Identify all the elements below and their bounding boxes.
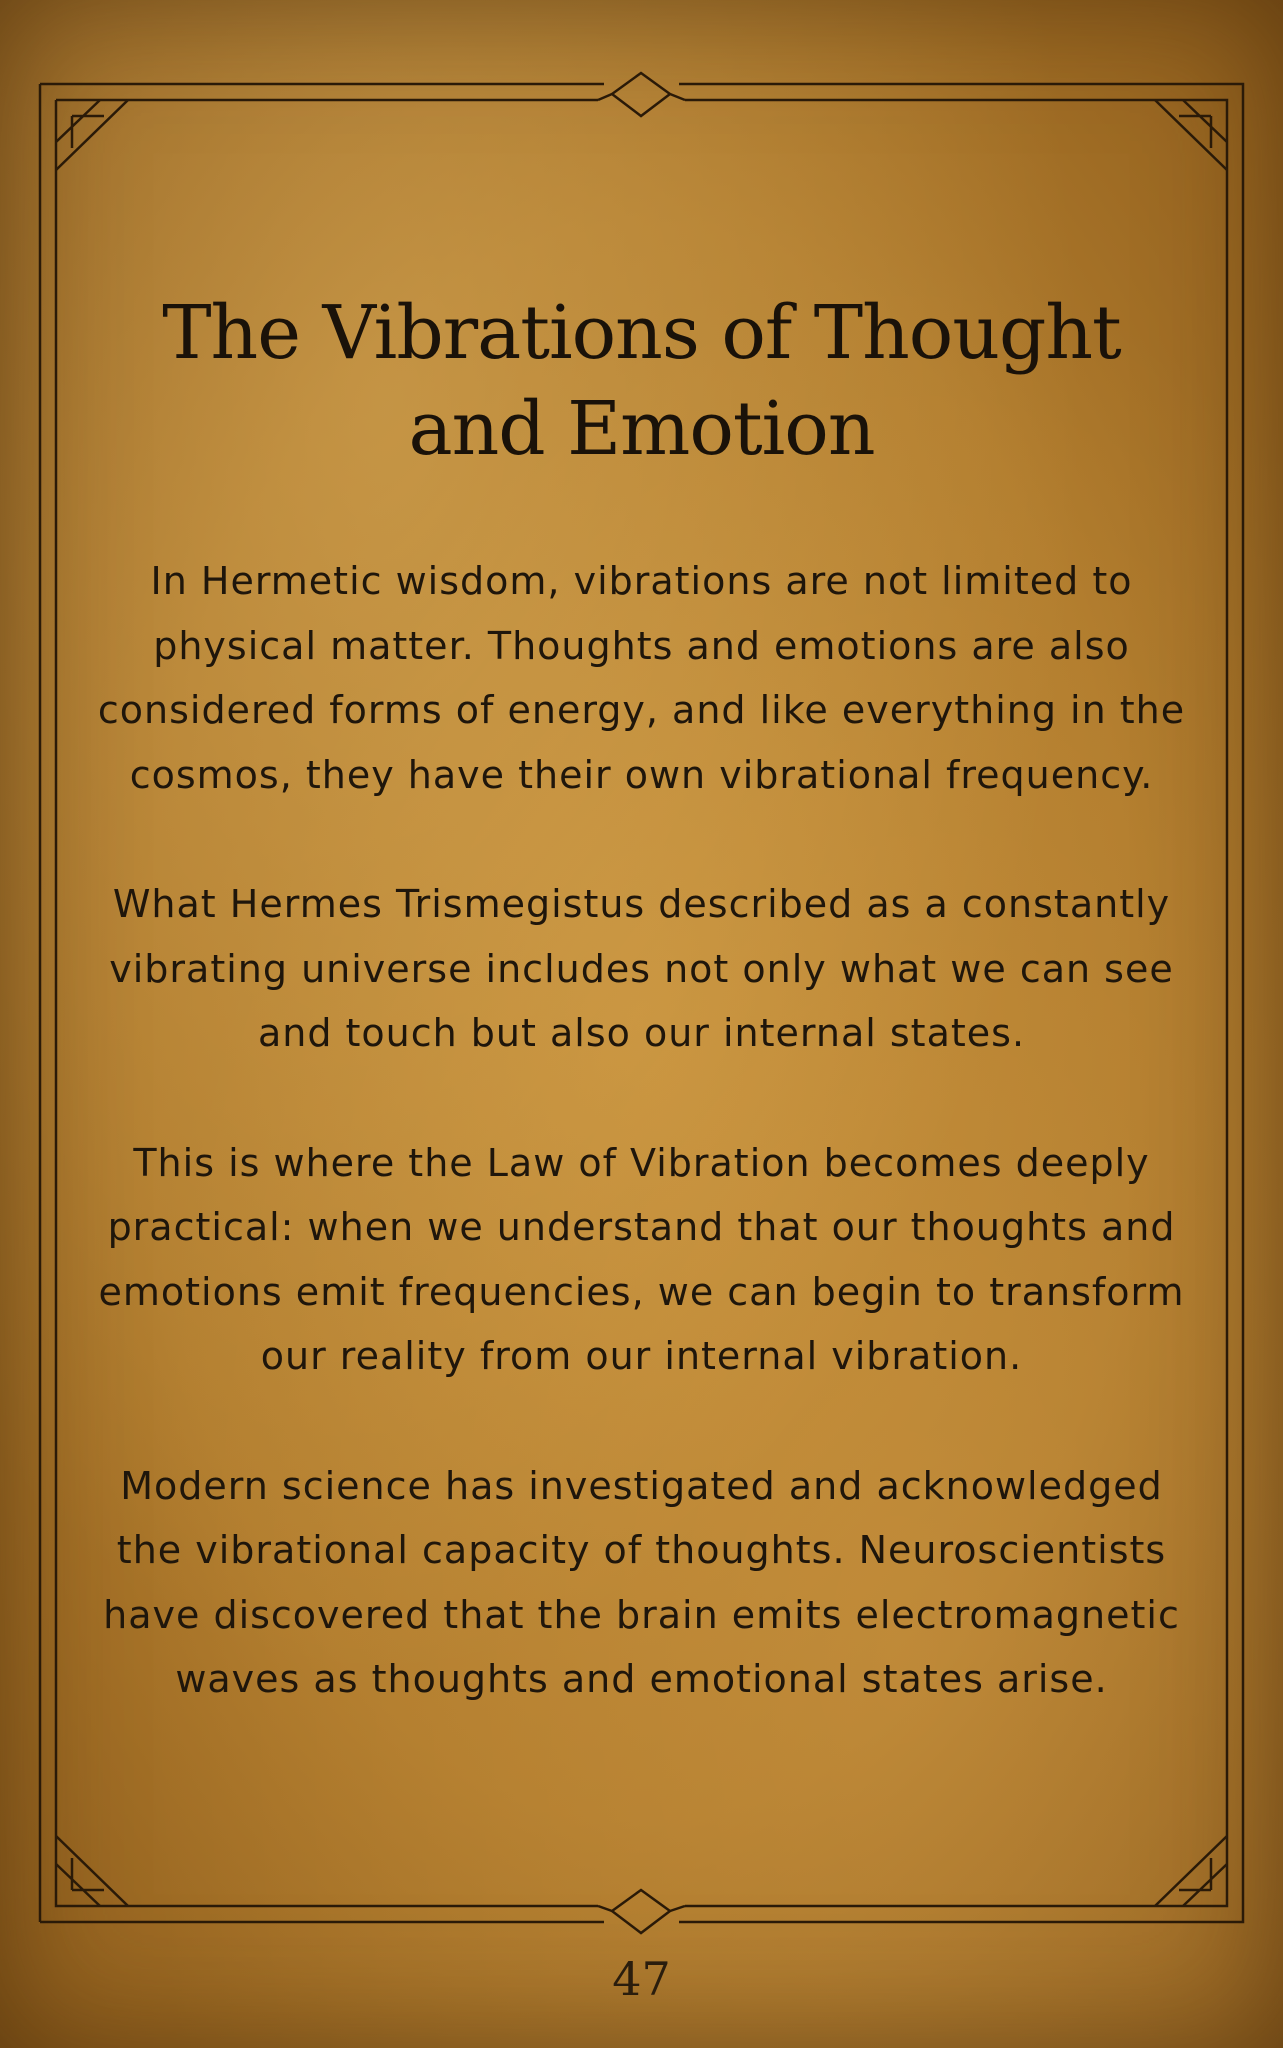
corner-ornament-bottom-right — [1155, 1836, 1227, 1906]
page-content — [90, 285, 1193, 1777]
corner-ornament-bottom-left — [56, 1836, 128, 1906]
corner-ornament-top-right — [1155, 100, 1227, 170]
bottom-diamond-ornament — [612, 1890, 670, 1933]
page-number: 47 — [612, 1952, 671, 2006]
top-diamond-ornament — [612, 73, 670, 116]
paragraph-hermes-trismegistus: What Hermes Trismegistus described as a constantly vibrating universe includes not only what we can see and touch but also our internal states. — [109, 882, 1174, 1055]
paragraph-law-of-vibration: This is where the Law of Vibration becomes deeply practical: when we understand that our thoughts and emotions emit frequencies, we can begin to transform our reality from our internal vibration. — [98, 1140, 1185, 1378]
body-text — [90, 549, 1193, 1712]
page-title: The Vibrations of Thought and Emotion — [162, 290, 1121, 472]
paragraph-hermetic-wisdom: In Hermetic wisdom, vibrations are not limited to physical matter. Thoughts and emotions are also considered forms of energy, and like everything in the cosmos, they have their own vibrational frequency. — [97, 559, 1186, 797]
corner-ornament-top-left — [56, 100, 128, 170]
paragraph-modern-science: Modern science has investigated and acknowledged the vibrational capacity of thoughts. Neuroscientists have discovered that the brain emits electromagnetic waves as thoughts and emotional states arise. — [103, 1463, 1180, 1701]
